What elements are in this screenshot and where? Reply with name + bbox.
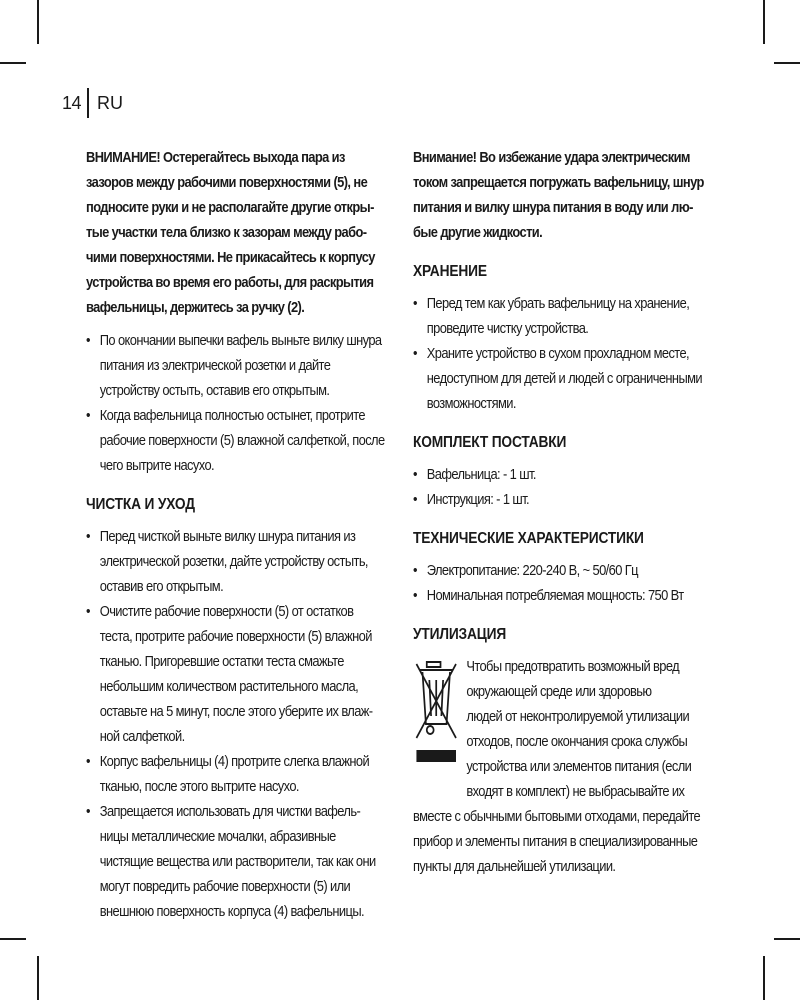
page-header (62, 88, 123, 118)
list-item: • Когда вафельница полностью остынет, протрите рабочие поверхности (5) влажной салфеткой, после чего вытрите насухо. (86, 403, 385, 478)
list-item: • Корпус вафельницы (4) протрите слегка влажной тканью, после этого вытрите насухо. (86, 749, 385, 799)
language-code: RU (97, 92, 124, 113)
crossed-out-wheelie-bin-icon (413, 658, 459, 768)
disposal-line: отходов, после окончания срока службы (466, 733, 688, 750)
section-title-disposal: УТИЛИЗАЦИЯ (413, 626, 507, 643)
section-title-cleaning: ЧИСТКА И УХОД (86, 496, 195, 513)
crop-mark (37, 0, 39, 44)
disposal-line: людей от неконтролируемой утилизации (466, 708, 690, 725)
left-column (86, 145, 386, 924)
page-number: 14 (62, 92, 82, 113)
disposal-line: входят в комплект) не выбрасывайте их (466, 783, 685, 800)
storage-list (413, 291, 712, 416)
crop-mark (0, 62, 26, 64)
after-baking-list (86, 328, 385, 478)
list-item: • Очистите рабочие поверхности (5) от остатков теста, протрите рабочие поверхности (5) влажной тканью. Пригоревшие остатки теста смажьте небольшим количеством растительного масла, оставьте на 5 минут, после этого уберите их влаж-ной салфеткой. (86, 599, 385, 749)
crop-mark (763, 0, 765, 44)
list-item: • Храните устройство в сухом прохладном месте, недоступном для детей и людей с ограниченными возможностями. (413, 341, 712, 416)
section-title-storage: ХРАНЕНИЕ (413, 263, 487, 280)
cleaning-list (86, 524, 385, 924)
crop-mark (763, 956, 765, 1000)
steam-warning: ВНИМАНИЕ! Остерегайтесь выхода пара из зазоров между рабочими поверхностями (5), не подносите руки и не располагайте другие откры-тые участки тела близко к зазорам между рабо-чими поверхностями. Не прикасайтесь к корпусу устройства во время его работы, для раскрытия вафельницы, держитесь за ручку (2). (86, 149, 375, 316)
crop-mark (0, 938, 26, 940)
list-item: • Запрещается использовать для чистки вафель-ницы металлические мочалки, абразивные чистящие вещества или растворители, так как они могут повредить рабочие поверхности (5) или внешнюю поверхность корпуса (4) вафельницы. (86, 799, 385, 924)
header-divider (87, 88, 89, 118)
list-item: • Перед тем как убрать вафельницу на хранение, проведите чистку устройства. (413, 291, 712, 341)
crop-mark (37, 956, 39, 1000)
list-item: • По окончании выпечки вафель выньте вилку шнура питания из электрической розетки и дайте устройству остыть, оставив его открытым. (86, 328, 385, 403)
kit-list (413, 462, 712, 512)
electric-warning: Внимание! Во избежание удара электрическим током запрещается погружать вафельницу, шнур питания и вилку шнура питания в воду или лю-бые другие жидкости. (413, 149, 704, 241)
disposal-tail: вместе с обычными бытовыми отходами, передайте прибор и элементы питания в специализированные пункты для дальнейшей утилизации. (413, 808, 701, 875)
disposal-block (413, 654, 712, 879)
specs-list (413, 558, 712, 608)
right-column (413, 145, 713, 879)
disposal-line: окружающей среде или здоровью (466, 683, 652, 700)
section-title-kit: КОМПЛЕКТ ПОСТАВКИ (413, 434, 567, 451)
crop-mark (774, 938, 800, 940)
disposal-line: Чтобы предотвратить возможный вред (466, 658, 680, 675)
list-item: • Номинальная потребляемая мощность: 750 Вт (413, 583, 712, 608)
list-item: • Перед чисткой выньте вилку шнура питания из электрической розетки, дайте устройству остыть, оставив его открытым. (86, 524, 385, 599)
crop-mark (774, 62, 800, 64)
disposal-line: устройства или элементов питания (если (466, 758, 692, 775)
list-item: • Электропитание: 220-240 В, ~ 50/60 Гц (413, 558, 712, 583)
section-title-specs: ТЕХНИЧЕСКИЕ ХАРАКТЕРИСТИКИ (413, 530, 644, 547)
list-item: • Инструкция: - 1 шт. (413, 487, 712, 512)
list-item: • Вафельница: - 1 шт. (413, 462, 712, 487)
